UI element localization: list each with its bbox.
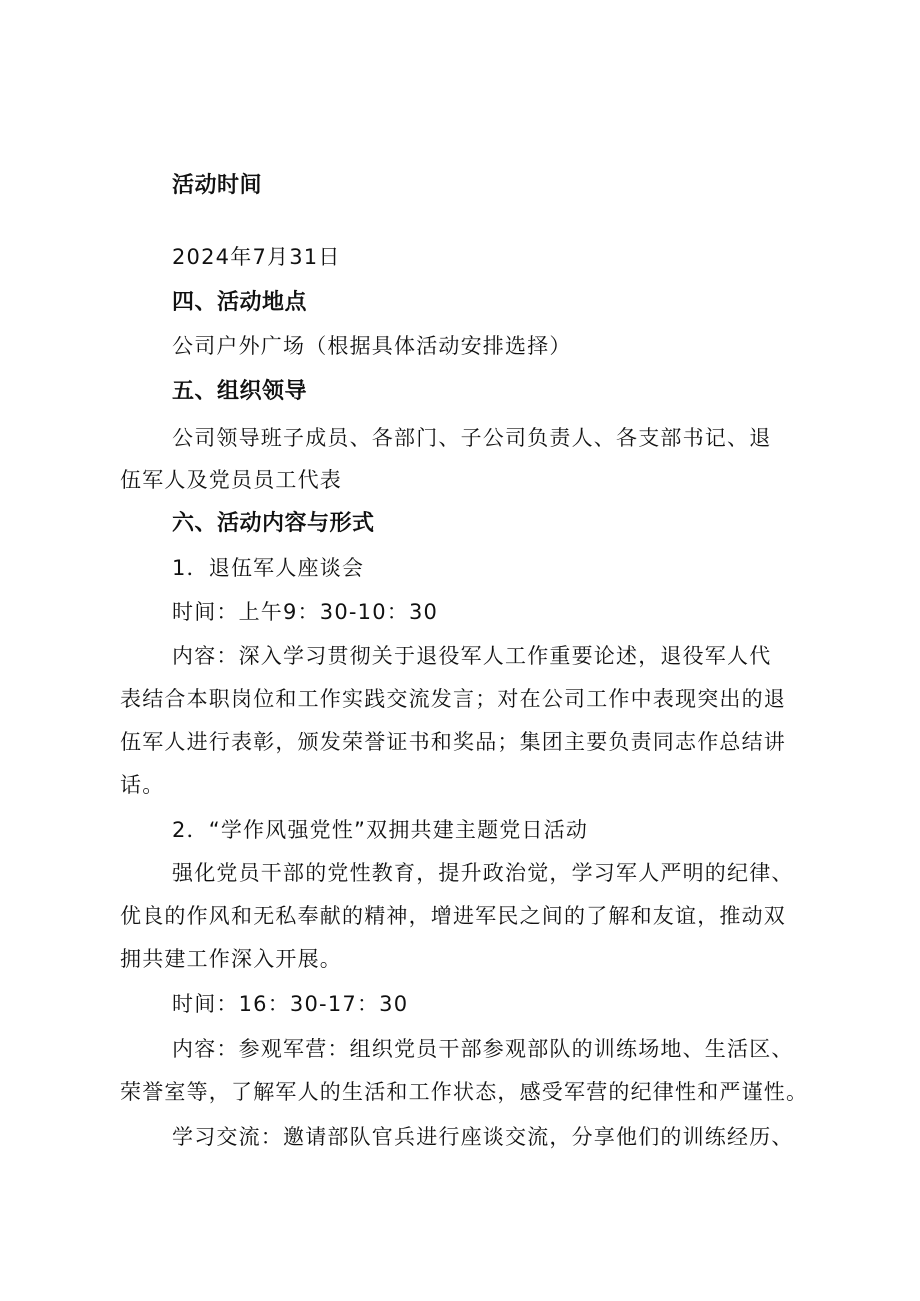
leadership-text-line: 公司领导班子成员、各部门、子公司负责人、各支部书记、退 xyxy=(172,426,772,450)
location-text: 公司户外广场（根据具体活动安排选择） xyxy=(172,334,572,358)
section-heading-content: 六、活动内容与形式 xyxy=(172,511,375,536)
item1-content-line: 表结合本职岗位和工作实践交流发言；对在公司工作中表现突出的退 xyxy=(120,687,786,711)
item1-content-line: 话。 xyxy=(120,773,165,797)
item1-title: 1．退伍军人座谈会 xyxy=(172,556,365,580)
section-heading-time: 活动时间 xyxy=(172,173,263,198)
item2-desc-line: 拥共建工作深入开展。 xyxy=(120,947,342,971)
item2-content-line: 荣誉室等，了解军人的生活和工作状态，感受军营的纪律性和严谨性。 xyxy=(120,1080,809,1104)
section-heading-leadership: 五、组织领导 xyxy=(172,379,308,404)
item1-content-line: 伍军人进行表彰，颁发荣誉证书和奖品；集团主要负责同志作总结讲 xyxy=(120,730,786,754)
item2-title: 2．“学作风强党性”双拥共建主题党日活动 xyxy=(172,818,589,842)
item2-desc-line: 优良的作风和无私奉献的精神，增进军民之间的了解和友谊，推动双 xyxy=(120,904,786,928)
activity-date: 2024年7月31日 xyxy=(172,245,341,269)
item1-content-line: 内容：深入学习贯彻关于退役军人工作重要论述，退役军人代 xyxy=(172,644,772,668)
item2-exchange-line: 学习交流：邀请部队官兵进行座谈交流，分享他们的训练经历、 xyxy=(172,1125,794,1149)
item1-time: 时间：上午9：30-10：30 xyxy=(172,600,439,624)
leadership-text-line: 伍军人及党员员工代表 xyxy=(120,468,342,492)
item2-content-line: 内容：参观军营：组织党员干部参观部队的训练场地、生活区、 xyxy=(172,1037,794,1061)
section-heading-location: 四、活动地点 xyxy=(172,290,308,315)
item2-time: 时间：16：30-17：30 xyxy=(172,992,409,1016)
item2-desc-line: 强化党员干部的党性教育，提升政治觉，学习军人严明的纪律、 xyxy=(172,861,794,885)
